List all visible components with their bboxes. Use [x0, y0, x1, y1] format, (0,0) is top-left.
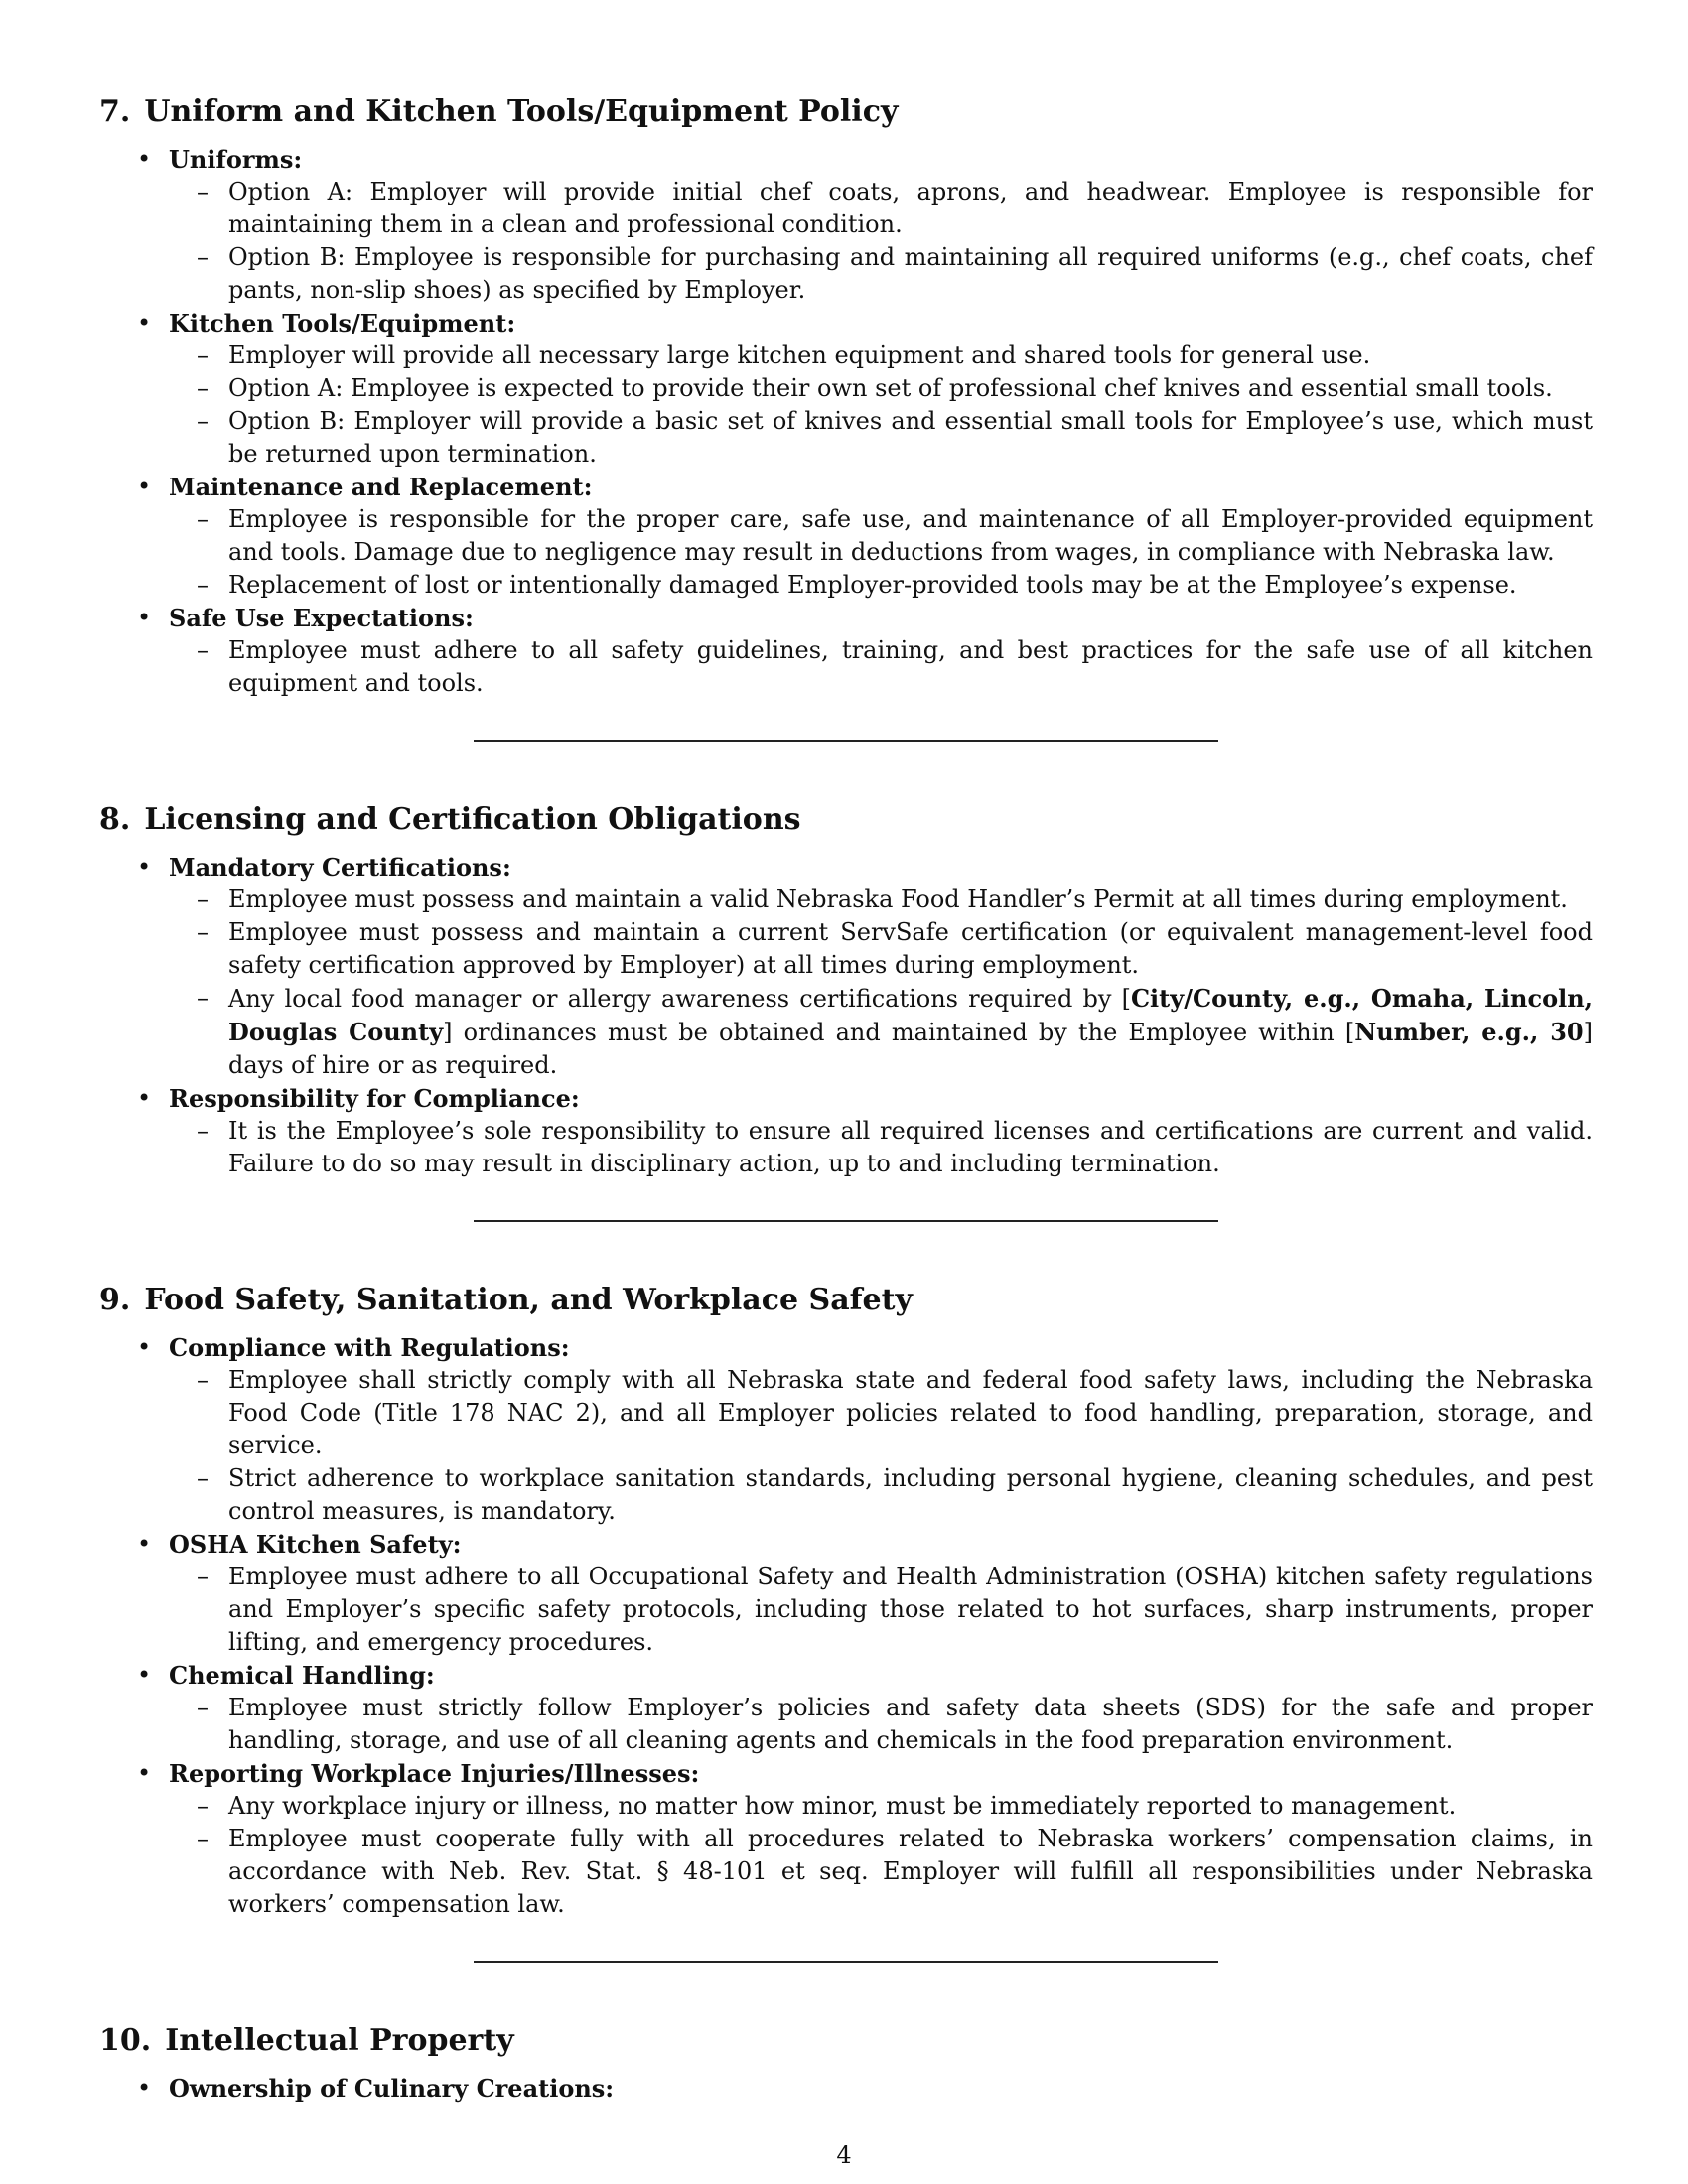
bullet-item-maintenance: • Maintenance and Replacement: – Employee is responsible for the proper care, safe use, and maintenance of all Employer-provided equipment and tools. Damage due to negligence may result in deductions from wages, in compliance with Nebraska law. – Replacement of lost or intentionally damaged Employer-provided tools may be at the Employee’s expense. — [99, 471, 1593, 602]
page-number: 4 — [836, 2141, 852, 2169]
bullet-item-mandatory-certifications: • Mandatory Certifications: – Employee must possess and maintain a valid Nebraska Food Handler’s Permit at all times during employment. – Employee must possess and maintain a current ServSafe certification (or equivalent management-level food safety certification approved by Employer) at all times during employment. – Any local food manager or allergy awareness certifications required by [City/County, e.g., Omaha, Lincoln, Douglas County] ordinances must be obtained and maintained by the Employee within [Number, e.g., 30] days of hire or as required. — [99, 851, 1593, 1082]
bullet-item-ownership: • Ownership of Culinary Creations: — [99, 2072, 1593, 2105]
section-divider — [474, 1961, 1218, 1963]
bullet-item-reporting: • Reporting Workplace Injuries/Illnesses: – Any workplace injury or illness, no matter how minor, must be immediately reported to management. – Employee must cooperate fully with all procedures related to Nebraska workers’ compensation claims, in accordance with Neb. Rev. Stat. § 48-101 et seq. Employer will fulfill all responsibilities under Nebraska workers’ compensation law. — [99, 1757, 1593, 1921]
bullet-list — [99, 2072, 1593, 2105]
sub-item: – It is the Employee’s sole responsibility to ensure all required licenses and certifications are current and valid. Failure to do so may result in disciplinary action, up to and including termination. — [169, 1115, 1593, 1180]
bullet-item-kitchen-tools: • Kitchen Tools/Equipment: – Employer will provide all necessary large kitchen equipment and shared tools for general use. – Option A: Employee is expected to provide their own set of professional chef knives and essential small tools. – Option B: Employer will provide a basic set of knives and essential small tools for Employee’s use, which must be returned upon termination. — [99, 307, 1593, 471]
sub-item: – Employee must strictly follow Employer’s policies and safety data sheets (SDS) for the safe and proper handling, storage, and use of all cleaning agents and chemicals in the food preparation environment. — [169, 1692, 1593, 1757]
bullet-item-uniforms: • Uniforms: – Option A: Employer will provide initial chef coats, aprons, and headwear. Employee is responsible for maintaining them in a clean and professional condition. – Option B: Employee is responsible for purchasing and maintaining all required uniforms (e.g., chef coats, chef pants, non-slip shoes) as specified by Employer. — [99, 143, 1593, 307]
bullet-item-safe-use: • Safe Use Expectations: – Employee must adhere to all safety guidelines, training, and best practices for the safe use of all kitchen equipment and tools. — [99, 602, 1593, 700]
sub-item: – Employee must possess and maintain a valid Nebraska Food Handler’s Permit at all times during employment. — [169, 884, 1593, 916]
bullet-list — [99, 851, 1593, 1180]
bullet-list — [99, 1331, 1593, 1921]
section-9 — [99, 1280, 1593, 1921]
sub-item: – Strict adherence to workplace sanitation standards, including personal hygiene, cleaning schedules, and pest control measures, is mandatory. — [169, 1462, 1593, 1528]
section-divider — [474, 1220, 1218, 1222]
section-heading: 8. Licensing and Certification Obligations — [99, 802, 801, 837]
sub-item: – Replacement of lost or intentionally damaged Employer-provided tools may be at the Employee’s expense. — [169, 569, 1593, 602]
bullet-item-responsibility: • Responsibility for Compliance: – It is the Employee’s sole responsibility to ensure all required licenses and certifications are current and valid. Failure to do so may result in disciplinary action, up to and including termination. — [99, 1082, 1593, 1180]
sub-item: – Employee shall strictly comply with all Nebraska state and federal food safety laws, including the Nebraska Food Code (Title 178 NAC 2), and all Employer policies related to food handling, preparation, storage, and service. — [169, 1364, 1593, 1462]
section-divider — [474, 740, 1218, 742]
section-heading: 9. Food Safety, Sanitation, and Workplace Safety — [99, 1283, 913, 1317]
document-page — [99, 91, 1593, 2105]
section-7 — [99, 91, 1593, 700]
sub-item-local-certifications: – Any local food manager or allergy awareness certifications required by [City/County, e.g., Omaha, Lincoln, Douglas County] ordinances must be obtained and maintained by the Employee within [Number, e.g., 30] days of hire or as required. — [169, 982, 1593, 1082]
sub-item: – Option B: Employer will provide a basic set of knives and essential small tools for Employee’s use, which must be returned upon termination. — [169, 405, 1593, 471]
sub-item: – Option A: Employer will provide initial chef coats, aprons, and headwear. Employee is responsible for maintaining them in a clean and professional condition. — [169, 176, 1593, 241]
sub-item: – Option B: Employee is responsible for purchasing and maintaining all required uniforms (e.g., chef coats, chef pants, non-slip shoes) as specified by Employer. — [169, 241, 1593, 307]
sub-item: – Employee is responsible for the proper care, safe use, and maintenance of all Employer-provided equipment and tools. Damage due to negligence may result in deductions from wages, in compliance with Nebraska law. — [169, 503, 1593, 569]
sub-item: – Employee must adhere to all Occupational Safety and Health Administration (OSHA) kitchen safety regulations and Employer’s specific safety protocols, including those related to hot surfaces, sharp instruments, proper lifting, and emergency procedures. — [169, 1561, 1593, 1659]
bullet-item-osha: • OSHA Kitchen Safety: – Employee must adhere to all Occupational Safety and Health Administration (OSHA) kitchen safety regulations and Employer’s specific safety protocols, including those related to hot surfaces, sharp instruments, proper lifting, and emergency procedures. — [99, 1528, 1593, 1659]
section-8 — [99, 799, 1593, 1180]
section-heading: 10. Intellectual Property — [99, 2023, 514, 2058]
sub-item: – Employee must adhere to all safety guidelines, training, and best practices for the safe use of all kitchen equipment and tools. — [169, 634, 1593, 700]
sub-item: – Employee must cooperate fully with all procedures related to Nebraska workers’ compensation claims, in accordance with Neb. Rev. Stat. § 48-101 et seq. Employer will fulfill all responsibilities under Nebraska workers’ compensation law. — [169, 1823, 1593, 1921]
section-10 — [99, 2020, 1593, 2105]
bullet-list — [99, 143, 1593, 700]
sub-item: – Employer will provide all necessary large kitchen equipment and shared tools for general use. — [169, 340, 1593, 372]
sub-item: – Any workplace injury or illness, no matter how minor, must be immediately reported to management. — [169, 1790, 1593, 1823]
bullet-item-chemical: • Chemical Handling: – Employee must strictly follow Employer’s policies and safety data sheets (SDS) for the safe and proper handling, storage, and use of all cleaning agents and chemicals in the food preparation environment. — [99, 1659, 1593, 1757]
sub-item: – Employee must possess and maintain a current ServSafe certification (or equivalent management-level food safety certification approved by Employer) at all times during employment. — [169, 916, 1593, 982]
section-heading: 7. Uniform and Kitchen Tools/Equipment Policy — [99, 94, 899, 129]
sub-item: – Option A: Employee is expected to provide their own set of professional chef knives and essential small tools. — [169, 372, 1593, 405]
bullet-item-compliance: • Compliance with Regulations: – Employee shall strictly comply with all Nebraska state and federal food safety laws, including the Nebraska Food Code (Title 178 NAC 2), and all Employer policies related to food handling, preparation, storage, and service. – Strict adherence to workplace sanitation standards, including personal hygiene, cleaning schedules, and pest control measures, is mandatory. — [99, 1331, 1593, 1528]
